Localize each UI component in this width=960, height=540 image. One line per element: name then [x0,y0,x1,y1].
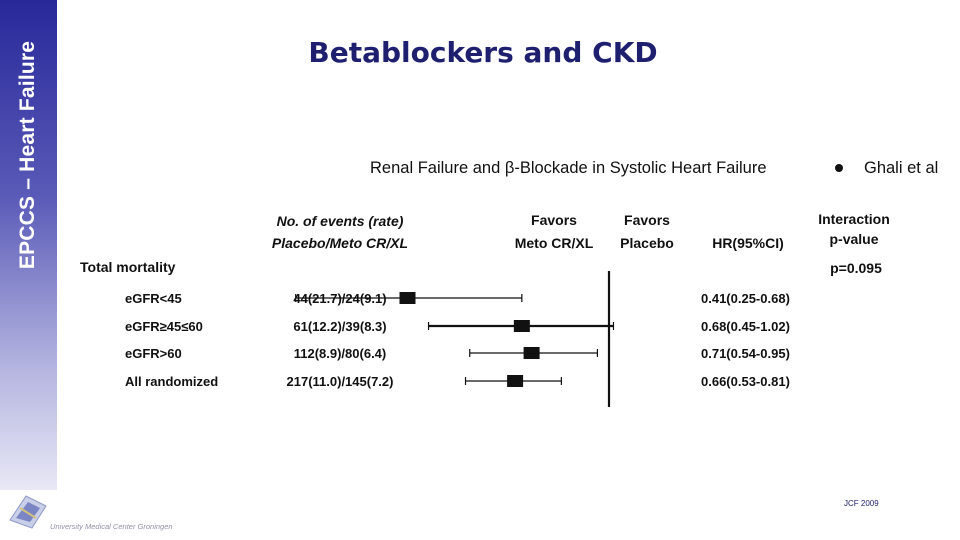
events-header-line2: Placebo/Meto CR/XL [271,235,409,251]
row-hr-text: 0.66(0.53-0.81) [701,374,790,389]
favors-meto-line2: Meto CR/XL [514,235,594,251]
study-title: Renal Failure and β-Blockade in Systolic Heart Failure [370,159,767,177]
interaction-p-value: p=0.095 [830,260,882,276]
footer-note: JCF 2009 [844,499,879,508]
slide-title: Betablockers and CKD [308,36,658,69]
hr-point [507,375,523,387]
row-hr-text: 0.41(0.25-0.68) [701,291,790,306]
sidebar-label: EPCCS – Heart Failure [16,40,39,270]
forest-rows [125,291,790,389]
row-events: 61(12.2)/39(8.3) [293,319,387,334]
events-header-line1: No. of events (rate) [276,213,404,229]
hr-point [399,292,415,304]
favors-meto-line1: Favors [531,212,577,228]
hr-header: HR(95%CI) [712,235,784,251]
bullet-dot [835,164,843,172]
institution-name: University Medical Center Groningen [50,522,173,531]
reference-text: Ghali et al [864,159,939,177]
favors-placebo-line1: Favors [624,212,670,228]
row-events: 44(21.7)/24(9.1) [293,291,387,306]
favors-placebo-line2: Placebo [620,235,674,251]
interaction-header-line2: p-value [829,231,879,247]
row-hr-text: 0.71(0.54-0.95) [701,346,790,361]
row-hr-text: 0.68(0.45-1.02) [701,319,790,334]
row-events: 217(11.0)/145(7.2) [286,374,394,389]
interaction-header-line1: Interaction [818,211,890,227]
hr-point [524,347,540,359]
row-label: eGFR≥45≤60 [125,319,203,334]
row-label: All randomized [125,374,219,389]
row-label: eGFR>60 [125,346,182,361]
hr-point [514,320,530,332]
section-label: Total mortality [80,259,176,275]
row-events: 112(8.9)/80(6.4) [293,346,387,361]
row-label: eGFR<45 [125,291,182,306]
umcg-logo [6,488,50,532]
